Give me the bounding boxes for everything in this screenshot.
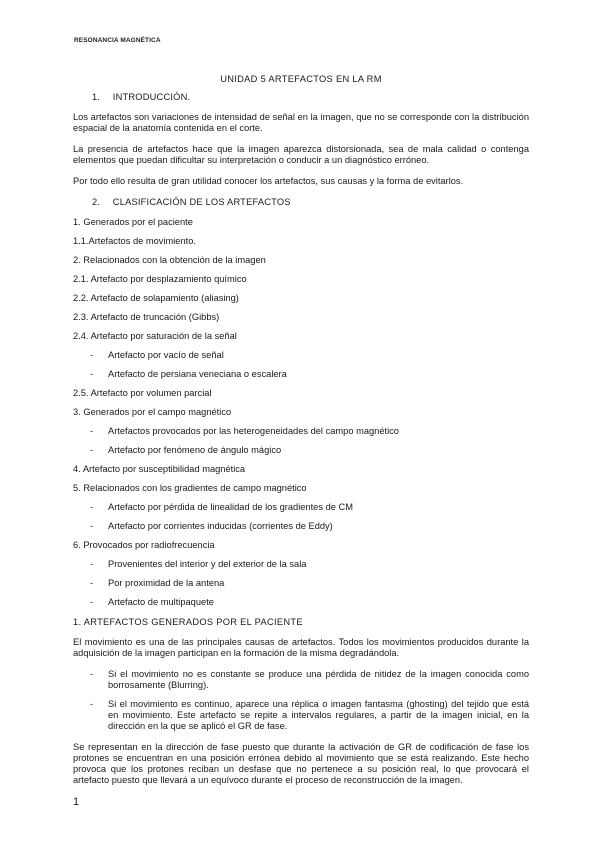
dash-marker: - bbox=[90, 445, 94, 455]
intro-paragraph: Los artefactos son variaciones de intensidad de señal en la imagen, que no se corresponde con la distribución espacial de la anatomía contenida en el corte. bbox=[73, 112, 529, 133]
dash-marker: - bbox=[90, 426, 94, 436]
dash-marker: - bbox=[90, 699, 94, 709]
outline-item bbox=[73, 236, 529, 247]
outline-item-text: 2. Relacionados con la obtención de la imagen bbox=[73, 255, 266, 265]
outline-item bbox=[73, 464, 529, 475]
body-paragraph: Se representan en la dirección de fase puesto que durante la activación de GR de codificación de fase los protones se encuentran en una posición errónea debido al movimiento que se está realizando. Este hecho provoca que los protones reciban un desfase que no pertenece a su posición real, lo que provocará el artefacto puesto que llevará a un equívoco durante el proceso de reconstrucción de la imagen. bbox=[73, 742, 529, 785]
outline-item bbox=[73, 540, 529, 608]
outline-item bbox=[73, 483, 529, 532]
section-heading-text: CLASIFICACIÓN DE LOS ARTEFACTOS bbox=[112, 197, 291, 207]
outline-item-text: 2.4. Artefacto por saturación de la señal bbox=[73, 331, 237, 341]
outline-subitem bbox=[73, 597, 529, 608]
page-number: 1 bbox=[73, 796, 80, 808]
outline-item-text: 5. Relacionados con los gradientes de campo magnético bbox=[73, 483, 307, 493]
outline-subitem bbox=[73, 426, 529, 437]
outline-subitem-text: Artefactos provocados por las heterogeneidades del campo magnético bbox=[108, 426, 399, 436]
bullet-item bbox=[73, 699, 529, 732]
page-content bbox=[73, 74, 529, 796]
intro-paragraph: Por todo ello resulta de gran utilidad conocer los artefactos, sus causas y la forma de evitarlos. bbox=[73, 176, 464, 186]
outline-subitem-text: Artefacto por fenómeno de ángulo mágico bbox=[108, 445, 282, 455]
outline-subitem bbox=[73, 521, 529, 532]
outline-item-text: 2.1. Artefacto por desplazamiento químico bbox=[73, 274, 247, 284]
outline-subitem-text: Provenientes del interior y del exterior de la sala bbox=[108, 559, 307, 569]
outline-item bbox=[73, 388, 529, 399]
outline-item bbox=[73, 274, 529, 285]
outline-item bbox=[73, 217, 529, 228]
outline-item bbox=[73, 331, 529, 380]
section-number: 2. bbox=[92, 197, 101, 207]
outline-sublist bbox=[73, 426, 529, 456]
section-number: 1. bbox=[92, 92, 101, 102]
section-heading-text: INTRODUCCIÓN. bbox=[112, 92, 191, 102]
outline-item-text: 2.3. Artefacto de truncación (Gibbs) bbox=[73, 312, 220, 322]
dash-marker: - bbox=[90, 597, 94, 607]
outline-item-text: 2.5. Artefacto por volumen parcial bbox=[73, 388, 212, 398]
outline-item-text: 1.1.Artefactos de movimiento. bbox=[73, 236, 196, 246]
document-title: UNIDAD 5 ARTEFACTOS EN LA RM bbox=[220, 74, 382, 84]
body-paragraph: El movimiento es una de las principales causas de artefactos. Todos los movimientos producidos durante la adquisición de la imagen participan en la formación de la misma degradándola. bbox=[73, 637, 529, 658]
outline-item-text: 6. Provocados por radiofrecuencia bbox=[73, 540, 215, 550]
dash-marker: - bbox=[90, 521, 94, 531]
bullet-text: Si el movimiento no es constante se produce una pérdida de nitidez de la imagen conocida como borrosamente (Blurring). bbox=[108, 669, 529, 690]
outline-subitem-text: Artefacto de persiana veneciana o escalera bbox=[108, 369, 287, 379]
outline-subitem-text: Por proximidad de la antena bbox=[108, 578, 225, 588]
outline-sublist bbox=[73, 350, 529, 380]
outline-item bbox=[73, 255, 529, 266]
classification-outline bbox=[73, 217, 529, 608]
outline-subitem-text: Artefacto por vacío de señal bbox=[108, 350, 224, 360]
bullet-item bbox=[73, 669, 529, 691]
bullet-text: Si el movimiento es continuo, aparece una réplica o imagen fantasma (ghosting) del tejido que está en movimiento. Este artefacto se repite a intervalos regulares, a partir de la imagen inicial, en la dirección en la que se aplicó el GR de fase. bbox=[108, 699, 529, 731]
outline-subitem-text: Artefacto por pérdida de linealidad de los gradientes de CM bbox=[108, 502, 353, 512]
dash-marker: - bbox=[90, 369, 94, 379]
outline-subitem-text: Artefacto de multipaquete bbox=[108, 597, 214, 607]
outline-sublist bbox=[73, 502, 529, 532]
outline-subitem bbox=[73, 350, 529, 361]
dash-marker: - bbox=[90, 669, 94, 679]
section-heading-classification bbox=[92, 197, 529, 208]
outline-sublist bbox=[73, 559, 529, 608]
outline-subitem-text: Artefacto por corrientes inducidas (corrientes de Eddy) bbox=[108, 521, 333, 531]
outline-item bbox=[73, 407, 529, 456]
section-heading-introduction bbox=[92, 92, 529, 103]
dash-marker: - bbox=[90, 578, 94, 588]
outline-subitem bbox=[73, 578, 529, 589]
dash-marker: - bbox=[90, 502, 94, 512]
outline-item-text: 1. Generados por el paciente bbox=[73, 217, 193, 227]
outline-item bbox=[73, 312, 529, 323]
outline-subitem bbox=[73, 369, 529, 380]
outline-item-text: 3. Generados por el campo magnético bbox=[73, 407, 232, 417]
outline-item-text: 4. Artefacto por susceptibilidad magnética bbox=[73, 464, 246, 474]
running-header: RESONANCIA MAGNÉTICA bbox=[74, 37, 161, 44]
dash-marker: - bbox=[90, 559, 94, 569]
intro-paragraph: La presencia de artefactos hace que la imagen aparezca distorsionada, sea de mala calidad o contenga elementos que puedan dificultar su interpretación o conducir a un diagnóstico erróneo. bbox=[73, 144, 529, 165]
patient-section-title: 1. ARTEFACTOS GENERADOS POR EL PACIENTE bbox=[73, 617, 303, 627]
outline-subitem bbox=[73, 445, 529, 456]
outline-subitem bbox=[73, 559, 529, 570]
outline-item bbox=[73, 293, 529, 304]
motion-bullet-list bbox=[73, 669, 529, 732]
outline-subitem bbox=[73, 502, 529, 513]
outline-item-text: 2.2. Artefacto de solapamiento (aliasing) bbox=[73, 293, 239, 303]
dash-marker: - bbox=[90, 350, 94, 360]
